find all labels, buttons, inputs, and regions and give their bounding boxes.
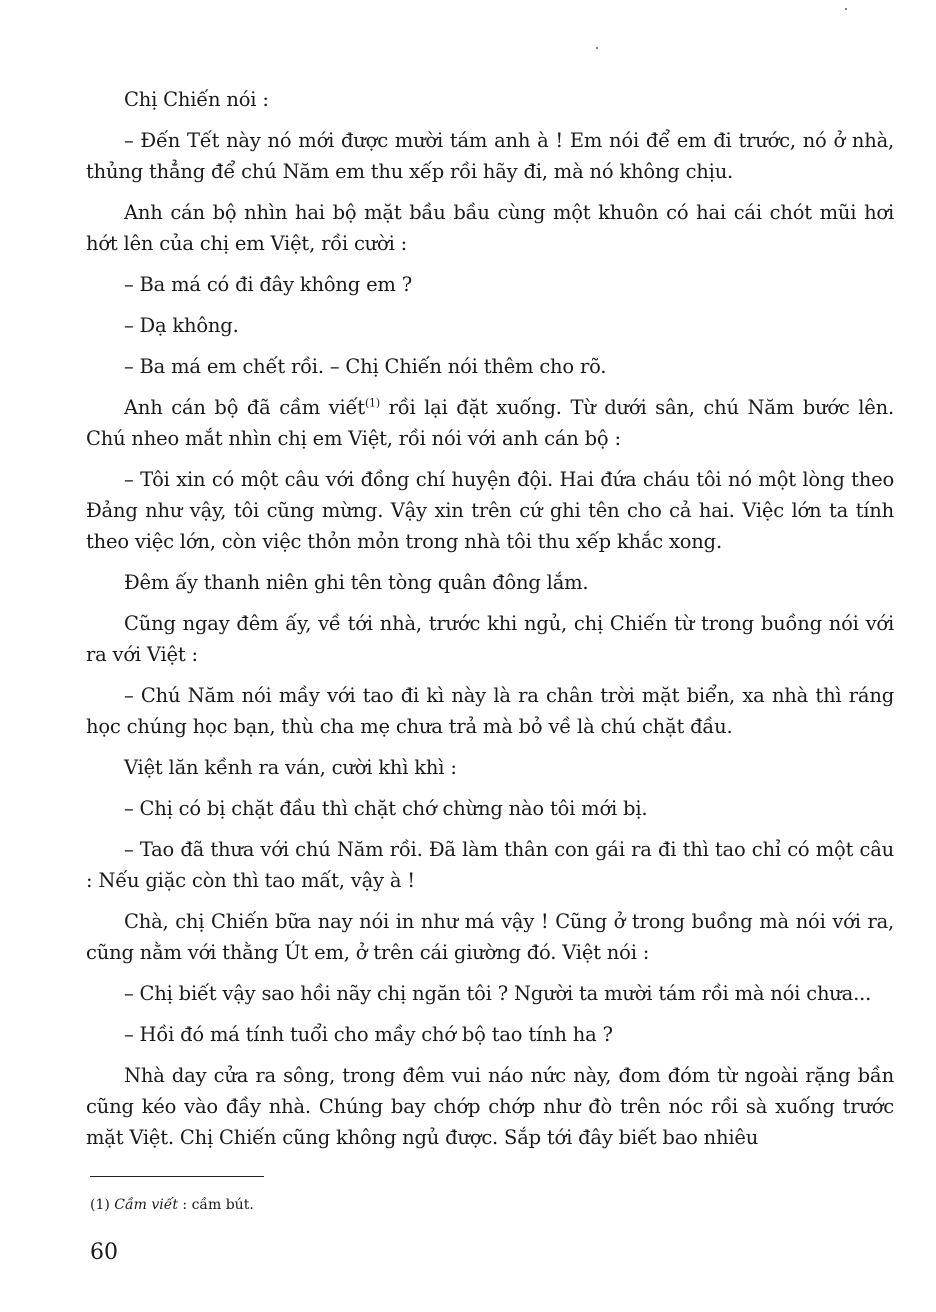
paragraph-10: Cũng ngay đêm ấy, về tới nhà, trước khi ngủ, chị Chiến từ trong buồng nói với ra với Việt : bbox=[86, 612, 894, 666]
page-number: 60 bbox=[90, 1240, 118, 1265]
scan-speck bbox=[596, 47, 598, 49]
paragraph-15: Chà, chị Chiến bữa nay nói in như má vậy ! Cũng ở trong buồng mà nói với ra, cũng nằm với thằng Út em, ở trên cái giường đó. Việt nói : bbox=[86, 910, 894, 964]
paragraph-16: – Chị biết vậy sao hồi nãy chị ngăn tôi ? Người ta mười tám rồi mà nói chưa... bbox=[124, 982, 872, 1005]
paragraph-7-text-after: rồi lại đặt xuống. Từ dưới sân, chú Năm bước lên. Chú nheo mắt nhìn chị em Việt, rồi nói với anh cán bộ : bbox=[86, 396, 894, 450]
paragraph-11: – Chú Năm nói mầy với tao đi kì này là ra chân trời mặt biển, xa nhà thì ráng học chúng học bạn, thù cha mẹ chưa trả mà bỏ về là chú chặt đầu. bbox=[86, 684, 894, 738]
paragraph-4: – Ba má có đi đây không em ? bbox=[124, 273, 412, 296]
paragraph-18: Nhà day cửa ra sông, trong đêm vui náo nức này, đom đóm từ ngoài rặng bần cũng kéo vào đầy nhà. Chúng bay chớp chớp như đò trên nóc rồi sà xuống trước mặt Việt. Chị Chiến cũng không ngủ được. Sắp tới đây biết bao nhiêu bbox=[86, 1064, 894, 1149]
footnote-marker: (1) bbox=[90, 1197, 110, 1213]
paragraph-8: – Tôi xin có một câu với đồng chí huyện đội. Hai đứa cháu tôi nó một lòng theo Đảng như vậy, tôi cũng mừng. Vậy xin trên cứ ghi tên cho cả hai. Việc lớn ta tính theo việc lớn, còn việc thỏn mỏn trong nhà tôi thu xếp khắc xong. bbox=[86, 468, 894, 553]
paragraph-6: – Ba má em chết rồi. – Chị Chiến nói thêm cho rõ. bbox=[124, 355, 607, 378]
paragraph-14: – Tao đã thưa với chú Năm rồi. Đã làm thân con gái ra đi thì tao chỉ có một câu : Nếu giặc còn thì tao mất, vậy à ! bbox=[86, 838, 894, 892]
footnote-divider bbox=[90, 1176, 264, 1177]
paragraph-7 bbox=[86, 392, 894, 454]
page-body bbox=[86, 84, 894, 1163]
paragraph-3: Anh cán bộ nhìn hai bộ mặt bầu bầu cùng một khuôn có hai cái chót mũi hơi hớt lên của chị em Việt, rồi cười : bbox=[86, 201, 894, 255]
footnote-definition: : cầm bút. bbox=[177, 1197, 254, 1213]
scan-speck bbox=[845, 8, 847, 10]
paragraph-5: – Dạ không. bbox=[124, 314, 239, 337]
footnote-reference: (1) bbox=[364, 396, 380, 410]
footnote bbox=[90, 1195, 254, 1215]
footnote-term: Cầm viết bbox=[114, 1197, 178, 1213]
paragraph-13: – Chị có bị chặt đầu thì chặt chớ chừng nào tôi mới bị. bbox=[124, 797, 648, 820]
paragraph-7-text-before: Anh cán bộ đã cầm viết bbox=[124, 396, 365, 419]
paragraph-2: – Đến Tết này nó mới được mười tám anh à ! Em nói để em đi trước, nó ở nhà, thủng thẳng để chú Năm em thu xếp rồi hãy đi, mà nó không chịu. bbox=[86, 129, 894, 183]
paragraph-9: Đêm ấy thanh niên ghi tên tòng quân đông lắm. bbox=[124, 571, 589, 594]
paragraph-1: Chị Chiến nói : bbox=[124, 88, 269, 111]
paragraph-12: Việt lăn kềnh ra ván, cười khì khì : bbox=[124, 756, 457, 779]
paragraph-17: – Hồi đó má tính tuổi cho mầy chớ bộ tao tính ha ? bbox=[124, 1023, 613, 1046]
